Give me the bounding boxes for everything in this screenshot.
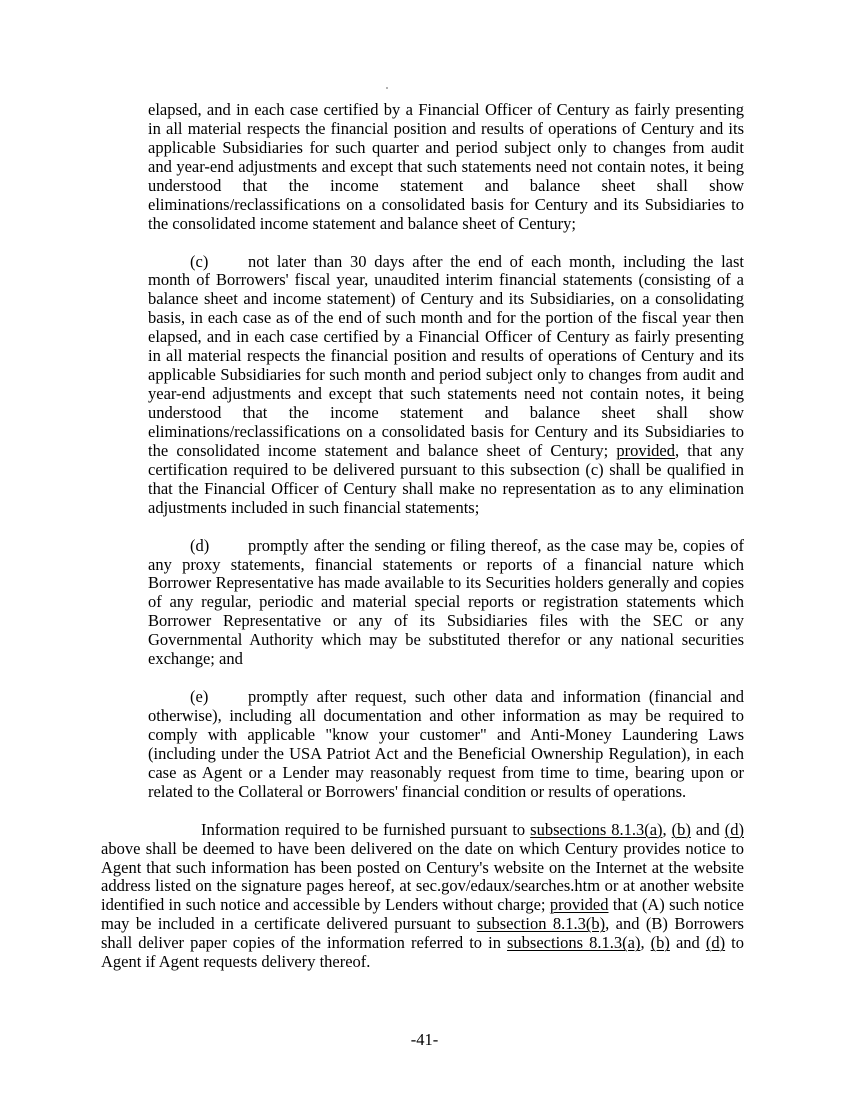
underlined-term-provided: provided: [549, 895, 609, 915]
text-line: (including under the USA Patriot Act and the Beneficial Ownership Regulation), in each: [148, 743, 744, 763]
text-segment: that (A) such notice: [608, 895, 744, 915]
text-line: certification required to be delivered pursuant to this subsection (c) shall be qualified in: [148, 459, 744, 479]
text-line: balance sheet and income statement) of Century and its Subsidiaries, on a consolidating: [148, 289, 744, 309]
text-segment: , that any: [675, 440, 745, 460]
paragraph-clause-e: [148, 688, 744, 802]
underlined-reference: subsections 8.1.3(a): [530, 819, 663, 839]
text-segment: may be included in a certificate delivered pursuant to: [101, 914, 477, 934]
text-line: applicable Subsidiaries for such quarter and period subject only to changes from audit: [148, 137, 744, 157]
text-line: year-end adjustments and except that such statements need not contain notes, it being: [148, 384, 744, 404]
text-line: [148, 688, 744, 707]
text-line: address listed on the signature pages hereof, at sec.gov/edaux/searches.htm or at another website: [101, 876, 744, 896]
underlined-reference: subsections 8.1.3(a): [507, 933, 641, 953]
text-line: understood that the income statement and balance sheet shall show: [148, 403, 744, 422]
text-segment: and: [690, 819, 725, 839]
text-segment: identified in such notice and accessible by Lenders without charge;: [101, 895, 550, 915]
text-segment: ,: [662, 819, 672, 839]
underlined-reference: subsection 8.1.3(b): [476, 914, 606, 934]
underlined-reference: (d): [724, 819, 744, 839]
text-line: [101, 896, 744, 915]
text-line: exchange; and: [148, 649, 243, 669]
text-line: [148, 537, 744, 556]
text-line: Governmental Authority which may be substituted therefor or any national securities: [148, 630, 744, 650]
text-segment: to: [725, 933, 745, 953]
clause-label: (e): [190, 687, 209, 707]
underlined-term-provided: provided: [616, 440, 675, 460]
text-line: eliminations/reclassifications on a consolidated basis for Century and its Subsidiaries to: [148, 194, 744, 214]
text-line: month of Borrowers' fiscal year, unaudited interim financial statements (consisting of a: [148, 270, 744, 290]
text-line: comply with applicable "know your customer" and Anti-Money Laundering Laws: [148, 724, 744, 744]
text-segment: , and (B) Borrowers: [605, 914, 744, 934]
text-line: Borrower Representative has made available to its Securities holders generally and copies: [148, 573, 744, 593]
text-line: case as Agent or a Lender may reasonably request from time to time, bearing upon or: [148, 762, 744, 782]
text-segment: shall deliver paper copies of the information referred to in: [101, 933, 508, 953]
text-line: that the Financial Officer of Century shall make no representation as to any elimination: [148, 478, 744, 498]
text-line: adjustments included in such financial statements;: [148, 497, 480, 517]
paragraph-clause-d: [148, 537, 744, 670]
clause-label: (c): [190, 251, 209, 271]
underlined-reference: (b): [671, 819, 691, 839]
text-segment: the consolidated income statement and balance sheet of Century;: [148, 440, 617, 460]
text-line: elapsed, and in each case certified by a Financial Officer of Century as fairly presenting: [148, 327, 744, 347]
text-segment: promptly after request, such other data and information (financial and: [248, 687, 744, 707]
text-segment: not later than 30 days after the end of each month, including the last: [248, 251, 744, 271]
text-line: Agent that such information has been posted on Century's website on the Internet at the website: [101, 857, 744, 877]
text-line: basis, in each case as of the end of such month and for the portion of the fiscal year then: [148, 308, 744, 328]
text-line: and year-end adjustments and except that such statements need not contain notes, it being: [148, 156, 744, 176]
text-line: [148, 442, 744, 461]
text-segment: Information required to be furnished pursuant to: [201, 819, 531, 839]
text-line: related to the Collateral or Borrowers' financial condition or results of operations.: [148, 781, 687, 801]
paragraph-continuation: [148, 101, 744, 234]
text-line: [101, 934, 744, 953]
paragraph-information-notice: [101, 821, 744, 973]
clause-label: (d): [190, 535, 210, 555]
text-line: [101, 915, 744, 934]
text-segment: ,: [640, 933, 651, 953]
text-segment: promptly after the sending or filing thereof, as the case may be, copies of: [248, 535, 744, 555]
underlined-reference: (b): [650, 933, 670, 953]
text-line: otherwise), including all documentation and other information as may be required to: [148, 706, 744, 725]
text-line: applicable Subsidiaries for such month and period subject only to changes from audit and: [148, 365, 744, 385]
text-line: eliminations/reclassifications on a consolidated basis for Century and its Subsidiaries to: [148, 421, 744, 441]
paragraph-clause-c: [148, 253, 744, 518]
text-line: [148, 253, 744, 272]
text-line: [101, 821, 744, 840]
text-line: any proxy statements, financial statements or reports of a financial nature which: [148, 554, 744, 574]
body-text: [101, 101, 744, 991]
text-line: elapsed, and in each case certified by a Financial Officer of Century as fairly presenting: [148, 100, 744, 119]
text-line: Agent if Agent requests delivery thereof.: [101, 952, 371, 972]
text-line: Borrower Representative or any of its Subsidiaries files with the SEC or any: [148, 611, 744, 631]
text-line: above shall be deemed to have been delivered on the date on which Century provides notice to: [101, 838, 744, 858]
underlined-reference: (d): [705, 933, 726, 953]
scan-artifact-dot: [386, 87, 388, 89]
text-line: in all material respects the financial position and results of operations of Century and its: [148, 118, 744, 138]
text-segment: and: [669, 933, 706, 953]
text-line: of any regular, periodic and material special reports or registration statements which: [148, 592, 744, 612]
text-line: understood that the income statement and balance sheet shall show: [148, 175, 744, 195]
text-line: the consolidated income statement and balance sheet of Century;: [148, 213, 576, 233]
text-line: in all material respects the financial position and results of operations of Century and its: [148, 346, 744, 366]
page-number: -41-: [410, 1030, 439, 1049]
